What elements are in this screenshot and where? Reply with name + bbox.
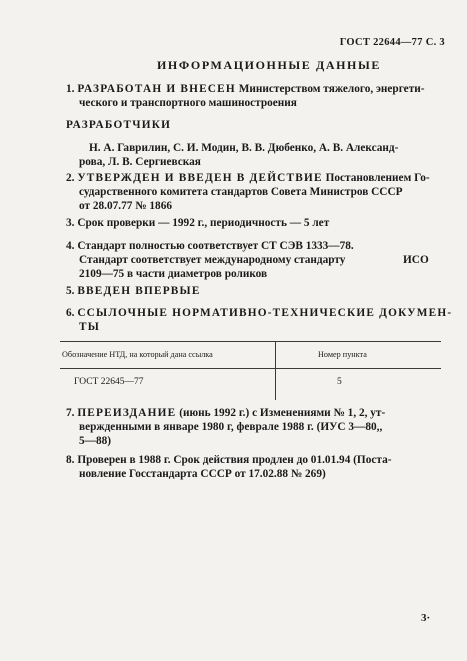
item-7-line-1: (июнь 1992 г.) с Изменениями № 1, 2, ут- — [179, 407, 386, 419]
item-5 — [66, 284, 201, 299]
item-6-number: 6. — [66, 307, 75, 319]
item-3-number: 3. — [66, 217, 75, 229]
developers-line-2: рова, Л. В. Сергиевская — [79, 156, 201, 168]
item-3 — [66, 216, 329, 231]
item-4 — [66, 239, 354, 254]
item-2-line-3: от 28.07.77 № 1866 — [79, 200, 173, 212]
page-title: ИНФОРМАЦИОННЫЕ ДАННЫЕ — [157, 58, 381, 72]
item-6 — [66, 306, 452, 321]
table-header-rule — [60, 368, 441, 369]
item-5-number: 5. — [66, 285, 75, 297]
table-cell-paragraph: 5 — [337, 377, 342, 387]
document-code: ГОСТ 22644—77 С. 3 — [339, 37, 445, 48]
item-7-lead: ПЕРЕИЗДАНИЕ — [77, 407, 177, 419]
table-header-paragraph: Номер пункта — [318, 350, 367, 359]
item-6-line-1: ССЫЛОЧНЫЕ НОРМАТИВНО-ТЕХНИЧЕСКИЕ ДОКУМЕН- — [77, 307, 453, 319]
item-2-line-1: Постановлением Го- — [325, 172, 430, 184]
item-1-line-1: Министерством тяжелого, энергети- — [238, 83, 425, 95]
developers-heading: РАЗРАБОТЧИКИ — [66, 119, 172, 131]
item-2-line-2: сударственного комитета стандартов Совета Министров СССР — [79, 186, 403, 198]
item-7-line-2: вержденными в январе 1980 г, феврале 1988 г. (ИУС 3—80,, — [79, 421, 383, 433]
item-4-line-3: 2109—75 в части диаметров роликов — [79, 268, 268, 280]
table-column-divider — [275, 341, 276, 400]
item-1-number: 1. — [66, 83, 75, 95]
item-8 — [66, 453, 391, 468]
item-8-line-2: новление Госстандарта СССР от 17.02.88 № 269) — [79, 468, 326, 480]
item-7 — [66, 406, 385, 421]
item-6-line-2: ТЫ — [79, 321, 101, 333]
item-2 — [66, 171, 430, 186]
item-4-number: 4. — [66, 240, 75, 252]
table-cell-document: ГОСТ 22645—77 — [74, 377, 144, 387]
item-2-number: 2. — [66, 172, 75, 184]
item-1-line-2: ческого и транспортного машиностроения — [79, 97, 297, 109]
table-header-document: Обозначение НТД, на который дана ссылка — [62, 350, 213, 359]
item-4-line-2: Стандарт соответствует международному стандарту — [79, 254, 346, 266]
item-4-iso: ИСО — [403, 254, 429, 266]
item-8-line-1: Проверен в 1988 г. Срок действия продлен до 01.01.94 (Поста- — [77, 454, 392, 466]
item-8-number: 8. — [66, 454, 75, 466]
page-number: 3· — [421, 612, 431, 624]
table-top-rule — [60, 341, 441, 342]
item-4-line-1: Стандарт полностью соответствует СТ СЭВ 1333—78. — [77, 240, 354, 252]
item-1 — [66, 82, 425, 97]
item-5-text: ВВЕДЕН ВПЕРВЫЕ — [77, 285, 201, 297]
item-1-lead: РАЗРАБОТАН И ВНЕСЕН — [77, 83, 236, 95]
developers-line-1: Н. А. Гаврилин, С. И. Модин, В. В. Дюбенко, А. В. Александ- — [89, 142, 399, 154]
item-7-number: 7. — [66, 407, 75, 419]
item-2-lead: УТВЕРЖДЕН И ВВЕДЕН В ДЕЙСТВИЕ — [77, 172, 323, 184]
item-7-line-3: 5—88) — [79, 435, 112, 447]
item-3-text: Срок проверки — 1992 г., периодичность — 5 лет — [77, 217, 330, 229]
